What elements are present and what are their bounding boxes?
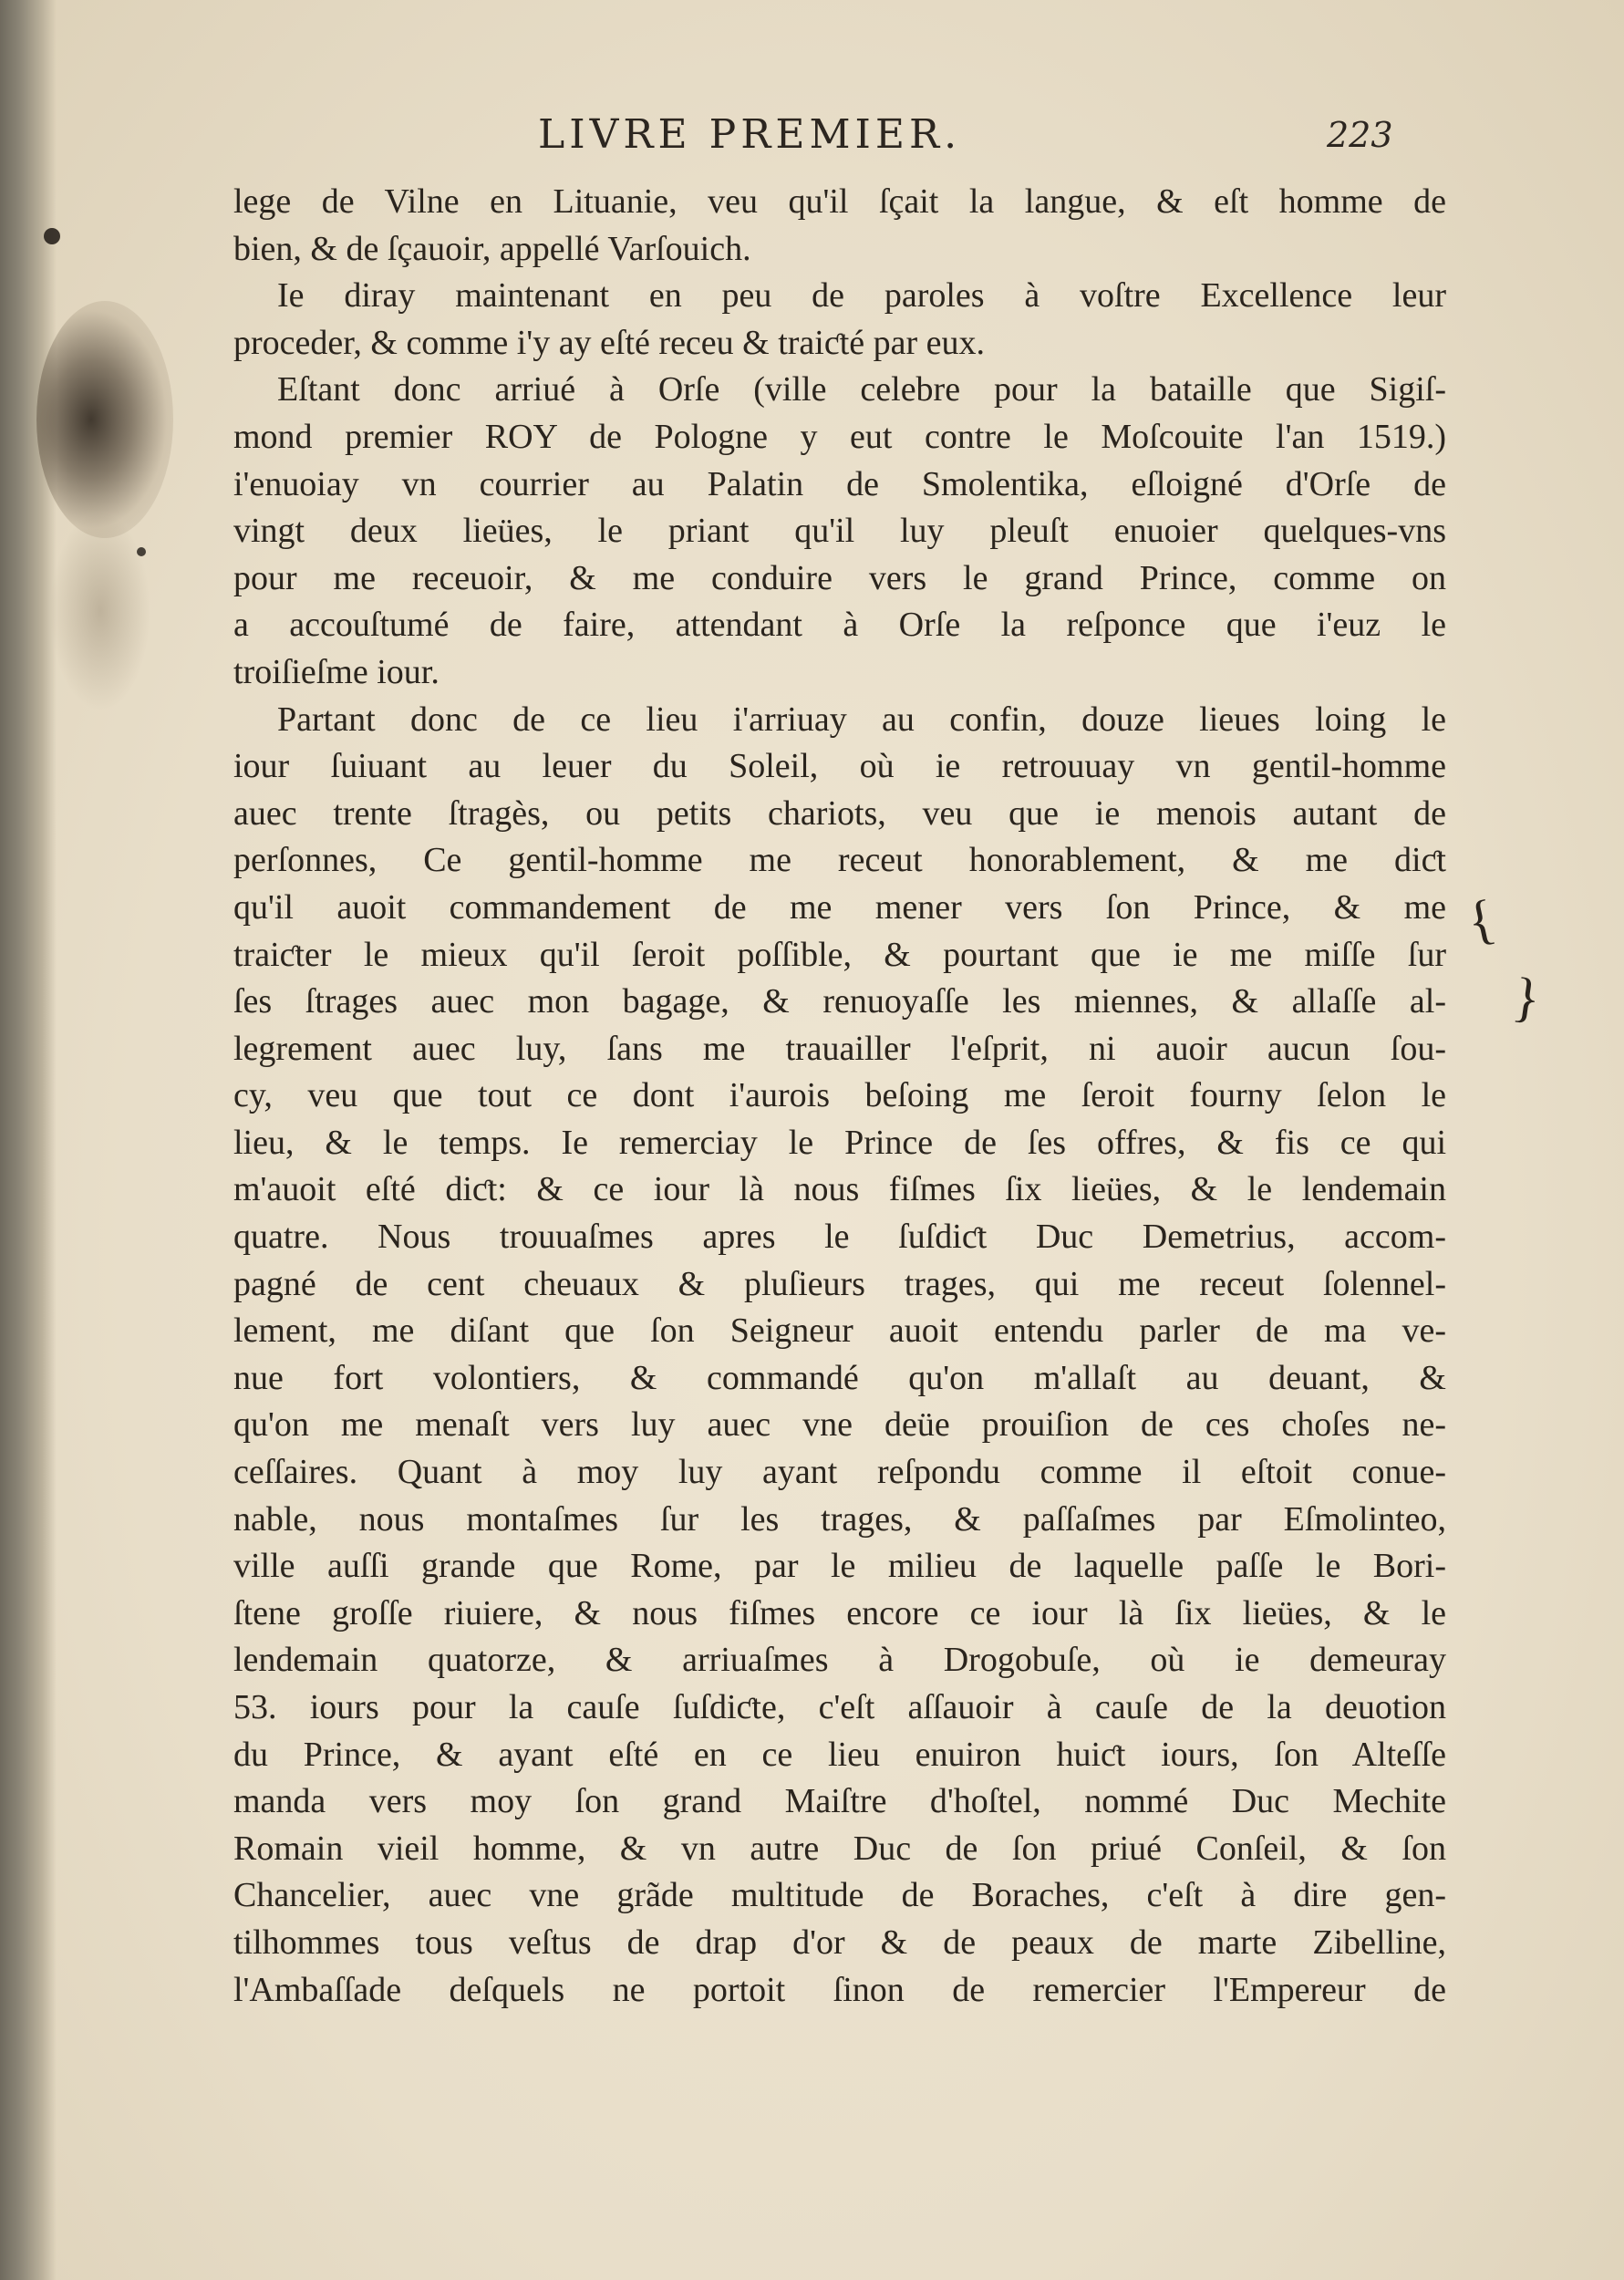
ink-stain: [36, 301, 173, 538]
text-line: ville auſſi grande que Rome, par le milieu de laquelle paſſe le Bori-: [233, 1547, 1446, 1586]
text-line: Romain vieil homme, & vn autre Duc de ſon priué Conſeil, & ſon: [233, 1829, 1446, 1868]
marginal-mark: {: [1462, 887, 1501, 953]
text-line: Partant donc de ce lieu i'arriuay au confin, douze lieues loing le: [277, 700, 1446, 739]
text-line: vingt deux lieües, le priant qu'il luy pleuſt enuoier quelques-vns: [233, 512, 1446, 551]
marginal-mark: }: [1509, 966, 1545, 1030]
binding-gutter: [0, 0, 57, 2280]
ink-spot: [137, 547, 146, 556]
text-line: manda vers moy ſon grand Maiſtre d'hoſtel, nommé Duc Mechite: [233, 1782, 1446, 1821]
text-line: traiƈter le mieux qu'il ſeroit poſſible, & pourtant que ie me miſſe ſur: [233, 935, 1446, 974]
text-line: mond premier ROY de Pologne y eut contre le Moſcouite l'an 1519.): [233, 417, 1446, 456]
text-line: ſtene groſſe riuiere, & nous fiſmes encore ce iour là ſix lieües, & le: [233, 1593, 1446, 1632]
text-line: lege de Vilne en Lituanie, veu qu'il ſçait la langue, & eſt homme de: [233, 182, 1446, 221]
text-line: quatre. Nous trouuaſmes apres le ſuſdiƈt Duc Demetrius, accom-: [233, 1218, 1446, 1257]
text-line: m'auoit eſté diƈt: & ce iour là nous fiſmes ſix lieües, & le lendemain: [233, 1170, 1446, 1209]
text-line: pagné de cent cheuaux & pluſieurs trages, qui me receut ſolennel-: [233, 1264, 1446, 1303]
text-line: bien, & de ſçauoir, appellé Varſouich.: [233, 229, 751, 268]
page-number: 223: [1327, 115, 1393, 155]
text-line: qu'il auoit commandement de me mener vers ſon Prince, & me: [233, 887, 1446, 927]
text-line: troiſieſme iour.: [233, 652, 440, 691]
text-line: iour ſuiuant au leuer du Soleil, où ie retrouuay vn gentil-homme: [233, 747, 1446, 786]
text-line: legrement auec luy, ſans me trauailler l'eſprit, ni auoir aucun ſou-: [233, 1029, 1446, 1068]
text-line: ſes ſtrages auec mon bagage, & renuoyaſſe les miennes, & allaſſe al-: [233, 982, 1446, 1021]
ink-stain: [50, 511, 150, 711]
text-line: l'Ambaſſade deſquels ne portoit ſinon de remercier l'Empereur de: [233, 1970, 1446, 2009]
text-line: lendemain quatorze, & arriuaſmes à Drogobuſe, où ie demeuray: [233, 1641, 1446, 1680]
text-line: ceſſaires. Quant à moy luy ayant reſpondu comme il eſtoit conue-: [233, 1453, 1446, 1492]
text-line: 53. iours pour la cauſe ſuſdiƈte, c'eſt aſſauoir à cauſe de la deuotion: [233, 1688, 1446, 1726]
text-line: Ie diray maintenant en peu de paroles à voſtre Excellence leur: [277, 276, 1446, 316]
text-line: tilhommes tous veſtus de drap d'or & de peaux de marte Zibelline,: [233, 1922, 1446, 1962]
text-line: lieu, & le temps. Ie remerciay le Prince de ſes offres, & fis ce qui: [233, 1123, 1446, 1162]
text-line: nue fort volontiers, & commandé qu'on m'allaſt au deuant, &: [233, 1358, 1446, 1397]
text-line: perſonnes, Ce gentil-homme me receut honorablement, & me diƈt: [233, 841, 1446, 880]
body-text: [233, 179, 1446, 2014]
text-line: a accouſtumé de faire, attendant à Orſe la reſponce que i'euz le: [233, 606, 1446, 645]
text-line: auec trente ſtragès, ou petits chariots, veu que ie menois autant de: [233, 793, 1446, 833]
text-line: i'enuoiay vn courrier au Palatin de Smolentika, eſloigné d'Orſe de: [233, 464, 1446, 503]
text-line: pour me receuoir, & me conduire vers le grand Prince, comme on: [233, 558, 1446, 597]
text-line: Eſtant donc arriué à Orſe (ville celebre pour la bataille que Sigiſ-: [277, 370, 1446, 409]
running-head: LIVRE PREMIER.: [538, 111, 962, 158]
text-line: lement, me diſant que ſon Seigneur auoit entendu parler de ma ve-: [233, 1311, 1446, 1351]
text-line: du Prince, & ayant eſté en ce lieu enuiron huiƈt iours, ſon Alteſſe: [233, 1735, 1446, 1774]
text-line: qu'on me menaſt vers luy auec vne deüe prouiſion de ces choſes ne-: [233, 1405, 1446, 1445]
text-line: proceder, & comme i'y ay eſté receu & traiƈté par eux.: [233, 323, 986, 362]
text-line: Chancelier, auec vne grãde multitude de Boraches, c'eſt à dire gen-: [233, 1876, 1446, 1915]
ink-spot: [44, 228, 60, 244]
text-line: cy, veu que tout ce dont i'aurois beſoing me ſeroit fourny ſelon le: [233, 1076, 1446, 1115]
text-line: nable, nous montaſmes ſur les trages, & paſſaſmes par Eſmolinteo,: [233, 1499, 1446, 1539]
